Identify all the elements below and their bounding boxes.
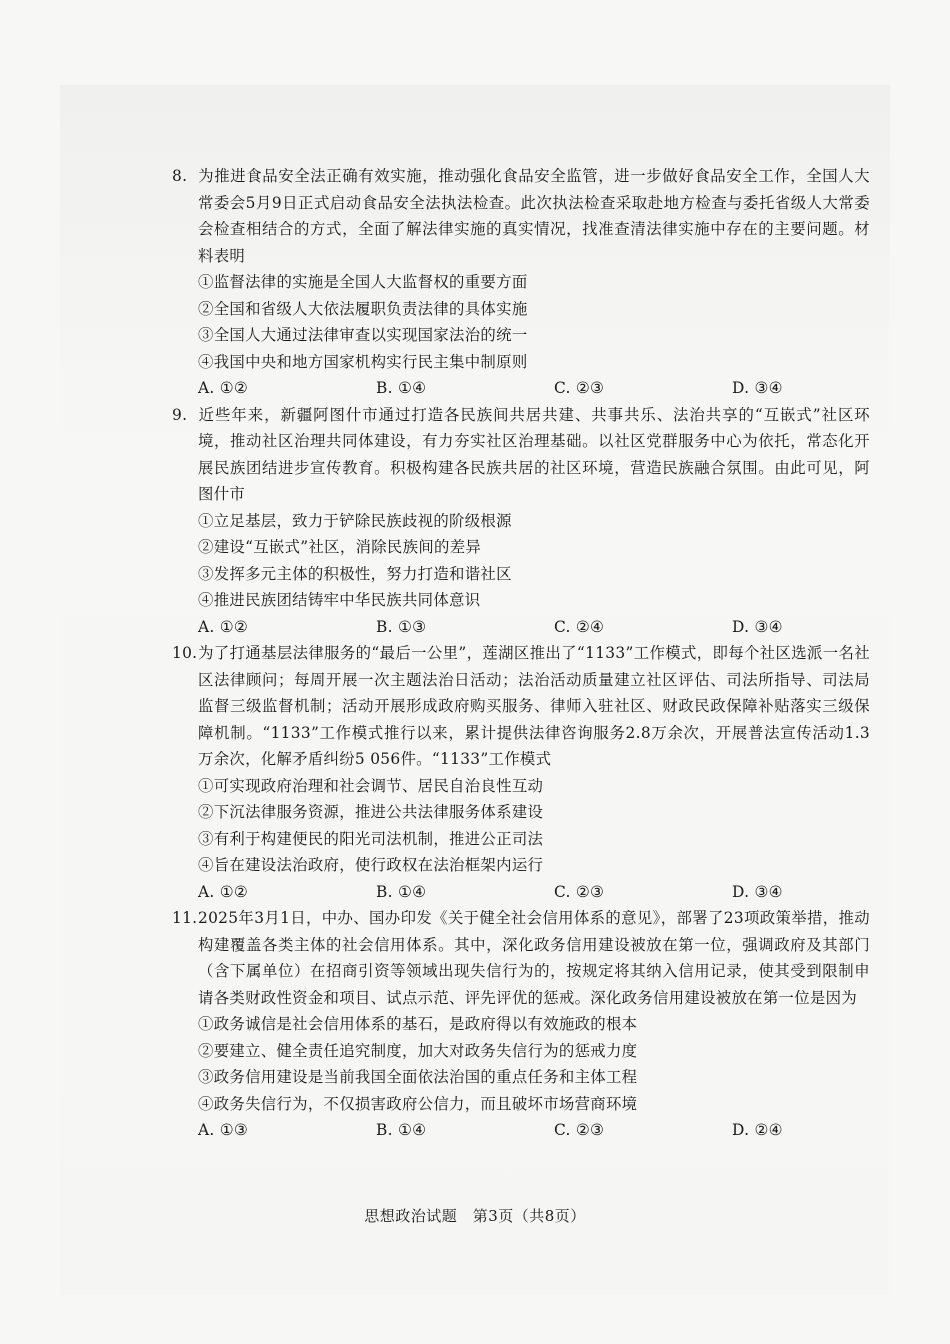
option-c: C. ②③ (554, 882, 605, 901)
option-c: C. ②③ (554, 1121, 605, 1139)
statement-4: ④推进民族团结铸牢中华民族共同体意识 (198, 591, 481, 609)
statement-2: ②全国和省级人大依法履职负责法律的具体实施 (198, 299, 528, 318)
statement-2: ②下沉法律服务资源，推进公共法律服务体系建设 (198, 803, 544, 821)
statement-2: ②建设“互嵌式”社区，消除民族间的差异 (198, 538, 482, 556)
statement-3: ③政务信用建设是当前我国全面依法治国的重点任务和主体工程 (198, 1068, 638, 1086)
option-d: D. ③④ (732, 882, 783, 901)
question-9 (172, 402, 870, 641)
option-c: C. ②④ (554, 617, 605, 636)
question-number: 11. (172, 909, 198, 927)
option-a: A. ①③ (198, 1121, 248, 1139)
question-8 (172, 163, 870, 402)
question-text: 为推进食品安全法正确有效实施，推动强化食品安全监管，进一步做好食品安全工作，全国人大常委会5月9日正式启动食品安全法执法检查。此次执法检查采取赴地方检查与委托省级人大常委会检查相结合的方式，全面了解法律实施的真实情况，找准查清法律实施中存在的主要问题。材料表明 (198, 167, 870, 265)
statement-4: ④旨在建设法治政府，使行政权在法治框架内运行 (198, 856, 544, 874)
option-d: D. ③④ (732, 379, 783, 397)
question-stem (172, 163, 870, 269)
statement-2: ②要建立、健全责任追究制度，加大对政务失信行为的惩戒力度 (198, 1041, 638, 1060)
statement-1: ①可实现政府治理和社会调节、居民自治良性互动 (198, 776, 544, 795)
statement-3: ③全国人大通过法律审查以实现国家法治的统一 (198, 326, 528, 344)
question-text: 近些年来，新疆阿图什市通过打造各民族间共居共建、共事共乐、法治共享的“互嵌式”社区环境，推动社区治理共同体建设，有力夯实社区治理基础。以社区党群服务中心为依托，常态化开展民族团结进步宣传教育。积极构建各民族共居的社区环境，营造民族融合氛围。由此可见，阿图什市 (198, 405, 870, 503)
question-text: 为了打通基层法律服务的“最后一公里”，莲湖区推出了“1133”工作模式，即每个社区选派一名社区法律顾问；每周开展一次主题法治日活动；法治活动质量建立社区评估、司法所指导、司法局监督三级监督机制；活动开展形成政府购买服务、律师入驻社区、财政民政保障补贴落实三级保障机制。“1133”工作模式推行以来，累计提供法律咨询服务2.8万余次，开展普法宣传活动1.3万余次，化解矛盾纠纷5 056件。“1133”工作模式 (198, 644, 870, 768)
question-number: 9. (172, 405, 188, 424)
option-c: C. ②③ (554, 379, 605, 397)
statement-4: ④我国中央和地方国家机构实行民主集中制原则 (198, 352, 528, 371)
question-stem (172, 905, 870, 1011)
answer-options (172, 614, 870, 641)
question-stem (172, 640, 870, 773)
question-10 (172, 640, 870, 905)
question-number: 8. (172, 167, 188, 185)
option-a: A. ①② (198, 882, 248, 901)
statement-3: ③有利于构建便民的阳光司法机制，推进公正司法 (198, 829, 544, 848)
answer-options (172, 375, 870, 402)
question-list (172, 163, 870, 1144)
answer-options (172, 879, 870, 906)
question-number: 10. (172, 644, 198, 662)
statement-1: ①监督法律的实施是全国人大监督权的重要方面 (198, 273, 528, 291)
question-text: 2025年3月1日，中办、国办印发《关于健全社会信用体系的意见》，部署了23项政策举措，推动构建覆盖各类主体的社会信用体系。其中，深化政务信用建设被放在第一位，强调政府及其部门（含下属单位）在招商引资等领域出现失信行为的，按规定将其纳入信用记录，使其受到限制申请各类财政性资金和项目、试点示范、评先评优的惩戒。深化政务信用建设被放在第一位是因为 (198, 909, 870, 1007)
option-b: B. ①④ (376, 882, 427, 901)
option-a: A. ①② (198, 617, 248, 636)
option-b: B. ①④ (376, 1121, 427, 1139)
option-b: B. ①③ (376, 617, 427, 636)
question-11 (172, 905, 870, 1144)
statement-4: ④政务失信行为，不仅损害政府公信力，而且破坏市场营商环境 (198, 1094, 638, 1113)
statement-1: ①政务诚信是社会信用体系的基石，是政府得以有效施政的根本 (198, 1015, 638, 1033)
question-stem (172, 402, 870, 508)
answer-options (172, 1117, 870, 1144)
option-a: A. ①② (198, 379, 248, 397)
page-footer: 思想政治试题 第3页（共8页） (364, 1207, 586, 1225)
statement-3: ③发挥多元主体的积极性，努力打造和谐社区 (198, 564, 512, 583)
option-d: D. ②④ (732, 1121, 783, 1139)
statement-1: ①立足基层，致力于铲除民族歧视的阶级根源 (198, 511, 512, 530)
option-b: B. ①④ (376, 379, 427, 397)
option-d: D. ③④ (732, 617, 783, 636)
